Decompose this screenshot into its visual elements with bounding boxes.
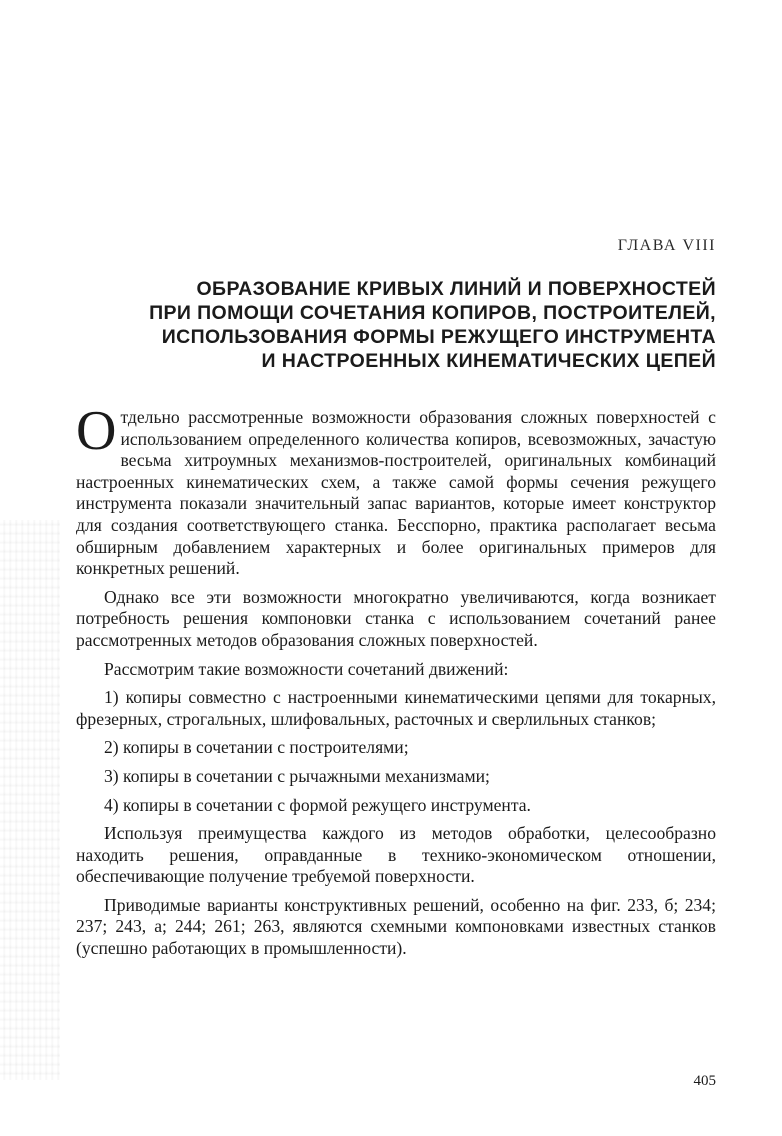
list-item-4: 4) копиры в сочетании с формой режущего инструмента. [104,794,531,815]
body-text [76,400,716,967]
paragraph-4: Используя преимущества каждого из методов обработки, целесообразно находить решения, оправданные в технико-экономическом отношении, обеспечивающие получение требуемой поверхности. [76,823,716,887]
scan-noise [0,520,60,1080]
title-line-2: ПРИ ПОМОЩИ СОЧЕТАНИЯ КОПИРОВ, ПОСТРОИТЕЛЕЙ, [149,302,716,324]
list-item-3: 3) копиры в сочетании с рычажными механизмами; [104,765,490,786]
paragraph-intro [76,400,716,580]
title-line-3: ИСПОЛЬЗОВАНИЯ ФОРМЫ РЕЖУЩЕГО ИНСТРУМЕНТА [161,326,716,348]
title-line-1: ОБРАЗОВАНИЕ КРИВЫХ ЛИНИЙ И ПОВЕРХНОСТЕЙ [196,278,716,300]
list-item-1: 1) копиры совместно с настроенными кинематическими цепями для токарных, фрезерных, строгальных, шлифовальных, расточных и сверлильных станков; [76,687,716,729]
title-line-4: И НАСТРОЕННЫХ КИНЕМАТИЧЕСКИХ ЦЕПЕЙ [261,350,716,372]
chapter-label: ГЛАВА VIII [617,237,716,254]
paragraph-5: Приводимые варианты конструктивных решений, особенно на фиг. 233, б; 234; 237; 243, а; 244; 261; 263, являются схемными компоновками известных станков (успешно работающих в промышленности). [76,894,716,959]
drop-cap: О [76,400,117,462]
page-number: 405 [693,1073,716,1089]
list-item-2: 2) копиры в сочетании с построителями; [104,737,409,758]
paragraph-2: Однако все эти возможности многократно увеличиваются, когда возникает потребность решения компоновки станка с использованием сочетаний ранее рассмотренных методов образования сложных поверхностей. [76,586,716,650]
chapter-title [56,277,716,373]
paragraph-intro-text: тдельно рассмотренные возможности образования сложных поверхностей с использованием определенного количества копиров, всевозможных, зачастую весьма хитроумных механизмов-построителей, оригинальных комбинаций настроенных кинематических схем, а также самой формы сечения режущего инструмента показали значительный запас вариантов, которые имеет конструктор для создания соответствующего станка. Бесспорно, практика располагает весьма обширным добавлением характерных и более оригинальных примеров для конкретных решений. [76,407,716,579]
paragraph-3: Рассмотрим такие возможности сочетаний движений: [104,658,509,679]
